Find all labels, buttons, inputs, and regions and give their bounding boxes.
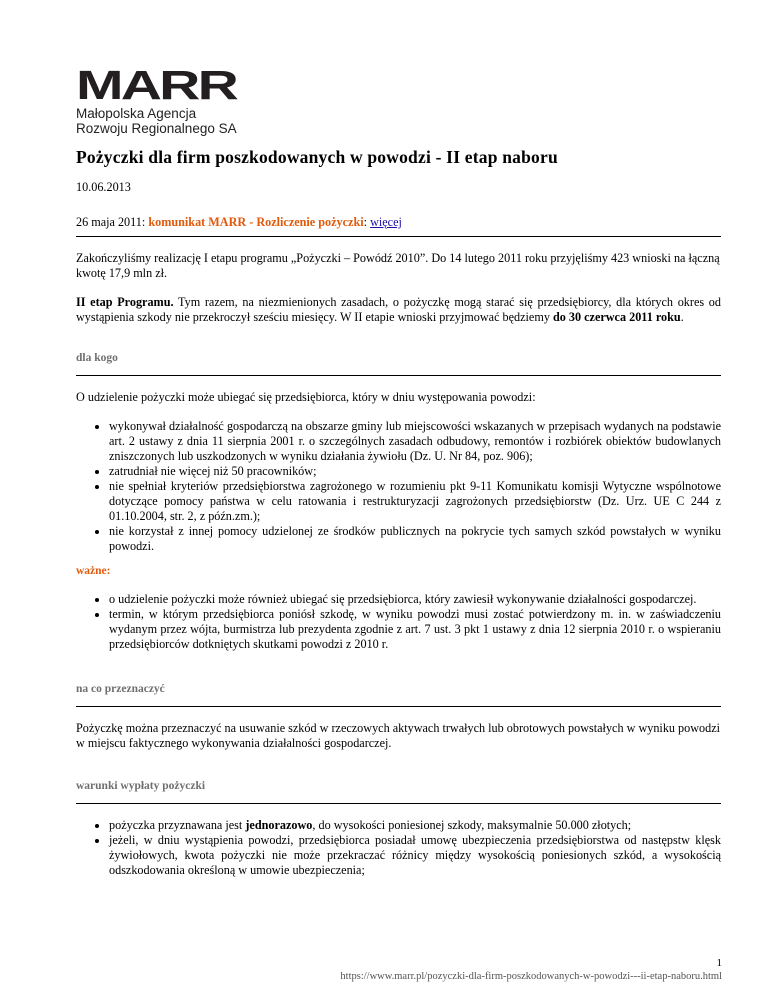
page-title: Pożyczki dla firm poszkodowanych w powodzi - II etap naboru [76,147,558,167]
announcement [76,215,721,230]
list-item: • termin, w którym przedsiębiorca poniósł szkodę, w wyniku powodzi musi zostać potwierdzony m. in. w zaświadczeniu wydanym przez wójta, burmistrza lub prezydenta zgodnie z art. 7 ust. 3 pkt 1 ustawy z dnia 12 sierpnia 2010 r. o wspieraniu przedsiębiorców dotkniętych skutkami powodzi z 2010 r. [109,607,721,652]
important-list [76,592,721,652]
page-number: 1 [716,957,722,969]
for-whom-lead: O udzielenie pożyczki może ubiegać się przedsiębiorca, który w dniu występowania powodzi: [76,390,536,404]
stage2-deadline: do 30 czerwca 2011 roku [552,310,681,324]
list-item: • jeżeli, w dniu wystąpienia powodzi, przedsiębiorca posiadał umowę ubezpieczenia przedsiębiorstwa od następstw klęsk żywiołowych, kwota pożyczki nie może przekraczać różnicy między wysokością poniesionych szkód, a wysokością odszkodowania określoną w umowie ubezpieczenia; [109,833,721,878]
list-item: • o udzielenie pożyczki może również ubiegać się przedsiębiorca, który zawiesił wykonywanie działalności gospodarczej. [109,592,721,607]
announcement-date: 26 maja 2011: [76,215,149,229]
list-item: • zatrudniał nie więcej niż 50 pracowników; [109,464,721,479]
publish-date: 10.06.2013 [76,180,131,194]
section-title-payout: warunki wypłaty pożyczki [76,780,206,792]
list-item [109,818,721,833]
announcement-highlight: komunikat MARR - Rozliczenie pożyczki [148,215,364,229]
intro-paragraph: Zakończyliśmy realizację I etapu programu „Pożyczki – Powódź 2010”. Do 14 lutego 2011 roku przyjęliśmy 423 wnioski na łączną kwotę 17,9 mln zł. [76,251,720,280]
divider [76,236,721,237]
more-link[interactable]: więcej [370,215,402,229]
announcement-separator: : [363,215,371,229]
section-title-purpose: na co przeznaczyć [76,683,165,695]
section-title-for-whom: dla kogo [76,352,118,364]
list-item: • wykonywał działalność gospodarczą na obszarze gminy lub miejscowości wskazanych w przepisach wydanych na podstawie art. 2 ustawy z dnia 11 sierpnia 2001 r. o szczególnych zasadach odbudowy, remontów i rozbiórek obiektów budowlanych zniszczonych lub uszkodzonych w wyniku działania żywiołu (Dz. U. Nr 84, poz. 906); [109,419,721,464]
logo-line-2: Rozwoju Regionalnego SA [76,121,237,136]
stage2-end: . [680,310,684,324]
purpose-paragraph: Pożyczkę można przeznaczyć na usuwanie szkód w rzeczowych aktywach trwałych lub obrotowych powstałych w wyniku powodzi w miejscu faktycznego wykonywania działalności gospodarczej. [76,721,721,750]
payout-item1-post: , do wysokości poniesionej szkody, maksymalnie 50.000 złotych; [312,818,632,832]
for-whom-list [76,419,721,554]
svg-text:MARR: MARR [76,66,238,106]
stage2-paragraph [76,295,721,325]
divider [76,803,721,804]
list-item: • nie spełniał kryteriów przedsiębiorstwa zagrożonego w rozumieniu pkt 9-11 Komunikatu komisji Wytyczne wspólnotowe dotyczące pomocy państwa w celu ratowania i restrukturyzacji zagrożonych przedsiębiorstw (Dz. Urz. UE C 244 z 01.10.2004, str. 2, z późn.zm.); [109,479,721,524]
list-item: • nie korzystał z innej pomocy udzielonej ze środków publicznych na pokrycie tych samych szkód powstałych w wyniku powodzi. [109,524,721,554]
payout-item1-bold: jednorazowo [245,818,313,832]
marr-logo-mark [76,66,241,106]
payout-list [76,818,721,878]
section-title-important: ważne: [76,565,111,577]
stage2-lead: II etap Programu. [76,295,174,309]
logo-line-1: Małopolska Agencja [76,106,197,121]
payout-item1-pre: pożyczka przyznawana jest [109,818,246,832]
article [76,146,721,878]
source-url: https://www.marr.pl/pozyczki-dla-firm-poszkodowanych-w-powodzi---ii-etap-naboru.html [340,971,722,982]
divider [76,375,721,376]
stage2-text: Tym razem, na niezmienionych zasadach, o pożyczkę mogą starać się przedsiębiorcy, dla których okres od wystąpienia szkody nie przekroczył sześciu miesięcy. W II etapie wnioski przyjmować będziemy [76,295,721,324]
marr-logo [76,66,246,136]
divider [76,706,721,707]
